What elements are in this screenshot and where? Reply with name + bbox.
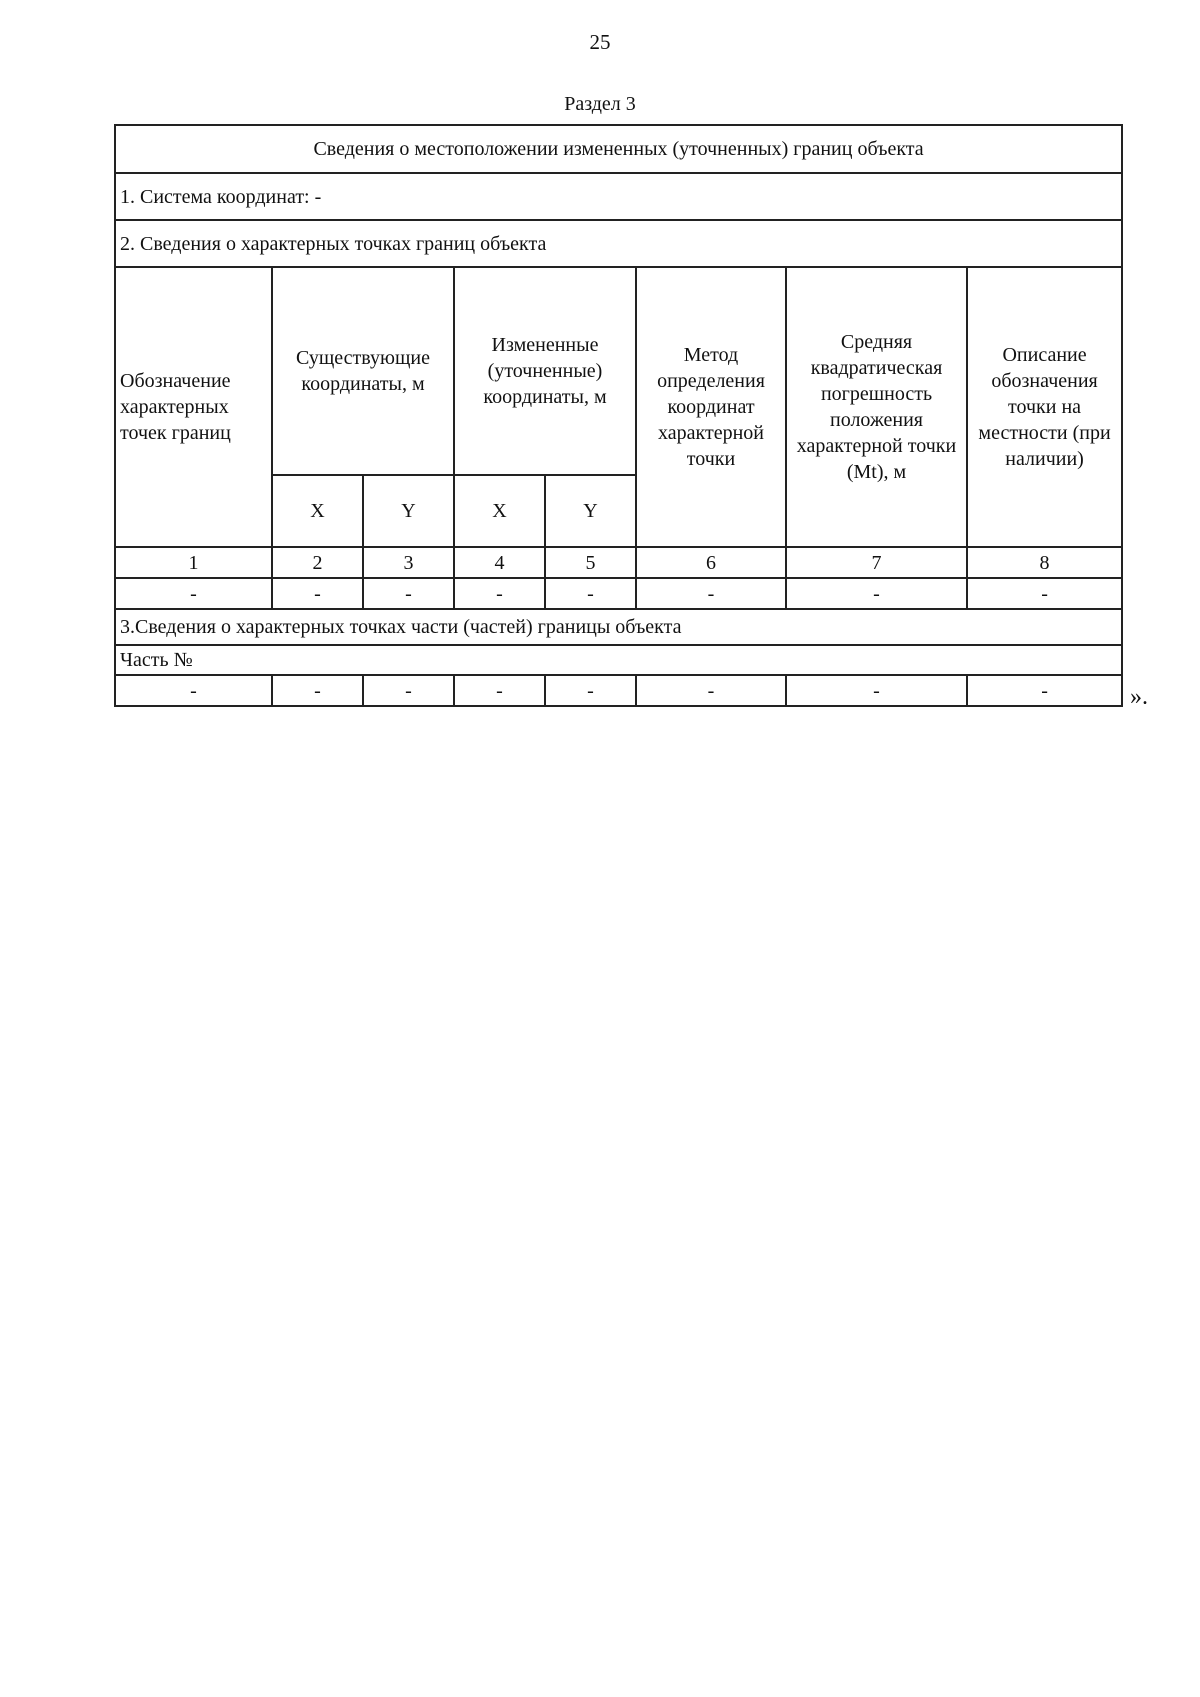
table-cell: - (545, 675, 636, 706)
table-cell: - (454, 675, 545, 706)
column-number: 2 (272, 547, 363, 578)
table-cell: - (454, 578, 545, 609)
table-title: Сведения о местоположении измененных (уточненных) границ объекта (115, 125, 1122, 173)
column-number-row (115, 547, 1122, 578)
axis-existing-y: Y (363, 475, 454, 547)
table-cell: - (545, 578, 636, 609)
axis-changed-y: Y (545, 475, 636, 547)
axis-changed-x: X (454, 475, 545, 547)
column-number: 6 (636, 547, 786, 578)
column-number: 3 (363, 547, 454, 578)
table-cell: - (967, 675, 1122, 706)
table-cell: - (967, 578, 1122, 609)
table-cell: - (786, 578, 967, 609)
column-number: 1 (115, 547, 272, 578)
column-number: 4 (454, 547, 545, 578)
table-cell: - (363, 675, 454, 706)
parts-heading-row: 3.Сведения о характерных точках части (частей) границы объекта (115, 609, 1122, 645)
axis-existing-x: X (272, 475, 363, 547)
page-number: 25 (589, 30, 611, 54)
column-number: 8 (967, 547, 1122, 578)
table-cell: - (786, 675, 967, 706)
header-existing-coords: Существующие координаты, м (272, 267, 454, 475)
header-changed-coords: Измененные (уточненные) координаты, м (454, 267, 636, 475)
closing-quote: ». (1130, 684, 1148, 710)
table-cell: - (272, 578, 363, 609)
column-number: 5 (545, 547, 636, 578)
table-cell: - (115, 675, 272, 706)
header-method: Метод определения координат характерной точки (636, 267, 786, 547)
table-row (115, 675, 1122, 706)
boundary-points-table (114, 124, 1123, 707)
header-rms-error: Средняя квадратическая погрешность положения характерной точки (Mt), м (786, 267, 967, 547)
table-cell: - (363, 578, 454, 609)
column-number: 7 (786, 547, 967, 578)
coordinate-system-row: 1. Система координат: - (115, 173, 1122, 220)
table-cell: - (115, 578, 272, 609)
table-cell: - (272, 675, 363, 706)
part-number-row: Часть № (115, 645, 1122, 675)
header-description: Описание обозначения точки на местности (при наличии) (967, 267, 1122, 547)
section-caption: Раздел 3 (564, 93, 636, 115)
header-designation: Обозначение характерных точек границ (115, 267, 272, 547)
table-row (115, 578, 1122, 609)
points-heading-row: 2. Сведения о характерных точках границ объекта (115, 220, 1122, 267)
table-cell: - (636, 675, 786, 706)
table-cell: - (636, 578, 786, 609)
